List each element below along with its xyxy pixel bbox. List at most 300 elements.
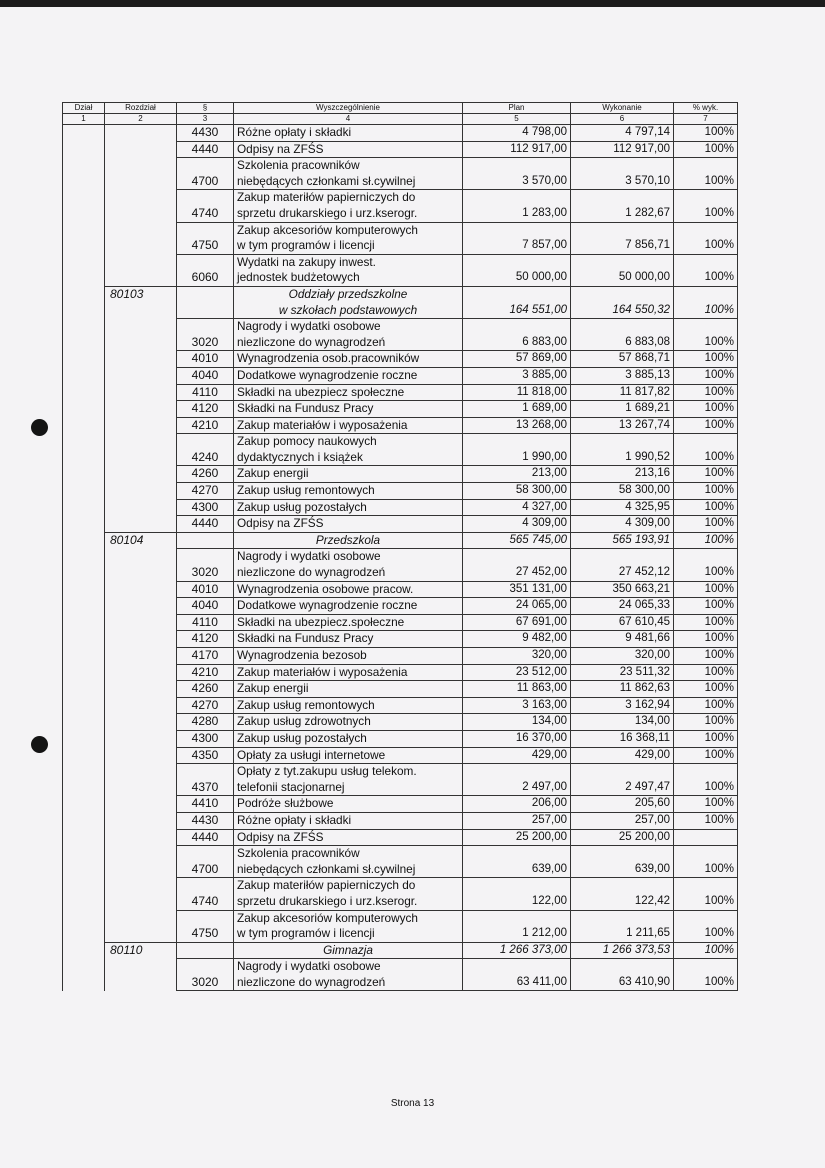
plan-cell: 57 869,00: [463, 351, 571, 368]
dzial-cell: [63, 466, 105, 483]
table-row: [63, 466, 738, 483]
paragraf-cell: 4210: [177, 417, 234, 434]
dzial-cell: [63, 384, 105, 401]
plan-cell: 4 798,00: [463, 125, 571, 142]
description-cell: Zakup materiłów papierniczych do sprzetu drukarskiego i urz.kserogr.: [234, 878, 463, 910]
paragraf-cell: 4260: [177, 466, 234, 483]
rozdzial-cell: [105, 714, 177, 731]
plan-cell: 429,00: [463, 747, 571, 764]
wykonanie-cell: 2 497,47: [571, 764, 674, 796]
dzial-cell: [63, 516, 105, 533]
paragraf-cell: 4370: [177, 764, 234, 796]
wykonanie-cell: 63 410,90: [571, 959, 674, 991]
percent-cell: 100%: [674, 367, 738, 384]
rozdzial-cell: 80103: [105, 286, 177, 318]
wykonanie-cell: 134,00: [571, 714, 674, 731]
plan-cell: 1 283,00: [463, 190, 571, 222]
paragraf-cell: 4300: [177, 730, 234, 747]
rozdzial-cell: [105, 417, 177, 434]
rozdzial-cell: [105, 141, 177, 158]
percent-cell: 100%: [674, 319, 738, 351]
dzial-cell: [63, 125, 105, 142]
table-row: [63, 631, 738, 648]
plan-cell: 25 200,00: [463, 829, 571, 846]
description-cell: Zakup akcesoriów komputerowych w tym programów i licencji: [234, 910, 463, 942]
plan-cell: 1 212,00: [463, 910, 571, 942]
col-num-1: 1: [63, 114, 105, 125]
rozdzial-cell: [105, 829, 177, 846]
percent-cell: 100%: [674, 598, 738, 615]
col-num-6: 6: [571, 114, 674, 125]
dzial-cell: [63, 648, 105, 665]
percent-cell: 100%: [674, 942, 738, 959]
rozdzial-cell: [105, 747, 177, 764]
paragraf-cell: 4010: [177, 581, 234, 598]
wykonanie-cell: 257,00: [571, 812, 674, 829]
description-cell: Opłaty za usługi internetowe: [234, 747, 463, 764]
percent-cell: 100%: [674, 190, 738, 222]
punch-hole-bottom: [31, 736, 48, 753]
dzial-cell: [63, 222, 105, 254]
table-body: [63, 125, 738, 991]
wykonanie-cell: 565 193,91: [571, 532, 674, 549]
paragraf-cell: 4110: [177, 614, 234, 631]
plan-cell: 4 327,00: [463, 499, 571, 516]
percent-cell: 100%: [674, 125, 738, 142]
rozdzial-cell: [105, 812, 177, 829]
plan-cell: 351 131,00: [463, 581, 571, 598]
description-cell: Zakup energii: [234, 466, 463, 483]
dzial-cell: [63, 254, 105, 286]
table-row: [63, 581, 738, 598]
table-row: [63, 222, 738, 254]
page-number: Strona 13: [390, 1098, 435, 1109]
description-cell: Wydatki na zakupy inwest. jednostek budżetowych: [234, 254, 463, 286]
paragraf-cell: 4750: [177, 222, 234, 254]
percent-cell: 100%: [674, 499, 738, 516]
dzial-cell: [63, 714, 105, 731]
description-cell: Oddziały przedszkolne w szkołach podstawowych: [234, 286, 463, 318]
rozdzial-cell: [105, 549, 177, 581]
table-row: [63, 730, 738, 747]
wykonanie-cell: 112 917,00: [571, 141, 674, 158]
rozdzial-cell: [105, 319, 177, 351]
wykonanie-cell: 6 883,08: [571, 319, 674, 351]
description-cell: Składki na Fundusz Pracy: [234, 401, 463, 418]
description-cell: Odpisy na ZFŚS: [234, 516, 463, 533]
rozdzial-cell: [105, 664, 177, 681]
table-row: [63, 434, 738, 466]
rozdzial-cell: [105, 367, 177, 384]
table-row: [63, 714, 738, 731]
col-num-7: 7: [674, 114, 738, 125]
percent-cell: 100%: [674, 286, 738, 318]
plan-cell: 122,00: [463, 878, 571, 910]
description-cell: Podróże służbowe: [234, 796, 463, 813]
percent-cell: 100%: [674, 222, 738, 254]
description-cell: Nagrody i wydatki osobowe niezliczone do wynagrodzeń: [234, 959, 463, 991]
paragraf-cell: 4040: [177, 598, 234, 615]
description-cell: Różne opłaty i składki: [234, 812, 463, 829]
plan-cell: 213,00: [463, 466, 571, 483]
percent-cell: [674, 829, 738, 846]
col-num-3: 3: [177, 114, 234, 125]
paragraf-cell: 4430: [177, 812, 234, 829]
description-cell: Szkolenia pracowników niebędących członkami sł.cywilnej: [234, 846, 463, 878]
wykonanie-cell: 24 065,33: [571, 598, 674, 615]
col-procent: % wyk.: [674, 103, 738, 114]
percent-cell: 100%: [674, 664, 738, 681]
wykonanie-cell: 1 689,21: [571, 401, 674, 418]
paragraf-cell: 4270: [177, 697, 234, 714]
plan-cell: 24 065,00: [463, 598, 571, 615]
table-row: [63, 384, 738, 401]
rozdzial-cell: [105, 222, 177, 254]
table-row: [63, 959, 738, 991]
description-cell: Zakup materiałów i wyposażenia: [234, 664, 463, 681]
paragraf-cell: 4440: [177, 516, 234, 533]
paragraf-cell: 4350: [177, 747, 234, 764]
percent-cell: 100%: [674, 434, 738, 466]
plan-cell: 639,00: [463, 846, 571, 878]
dzial-cell: [63, 959, 105, 991]
wykonanie-cell: 205,60: [571, 796, 674, 813]
rozdzial-cell: [105, 581, 177, 598]
table-row: [63, 697, 738, 714]
plan-cell: 67 691,00: [463, 614, 571, 631]
plan-cell: 58 300,00: [463, 483, 571, 500]
table-row: [63, 190, 738, 222]
table-row: [63, 254, 738, 286]
rozdzial-cell: [105, 648, 177, 665]
budget-table: [62, 102, 738, 991]
paragraf-cell: 4300: [177, 499, 234, 516]
dzial-cell: [63, 664, 105, 681]
plan-cell: 3 570,00: [463, 158, 571, 190]
paragraf-cell: 4740: [177, 878, 234, 910]
wykonanie-cell: 9 481,66: [571, 631, 674, 648]
wykonanie-cell: 7 856,71: [571, 222, 674, 254]
col-num-4: 4: [234, 114, 463, 125]
percent-cell: 100%: [674, 697, 738, 714]
rozdzial-cell: [105, 910, 177, 942]
plan-cell: 320,00: [463, 648, 571, 665]
rozdzial-cell: [105, 483, 177, 500]
description-cell: Odpisy na ZFŚS: [234, 141, 463, 158]
plan-cell: 3 885,00: [463, 367, 571, 384]
table-row: [63, 549, 738, 581]
dzial-cell: [63, 417, 105, 434]
col-num-2: 2: [105, 114, 177, 125]
description-cell: Zakup materiłów papierniczych do sprzetu drukarskiego i urz.kserogr.: [234, 190, 463, 222]
rozdzial-cell: [105, 401, 177, 418]
percent-cell: 100%: [674, 812, 738, 829]
rozdzial-cell: [105, 681, 177, 698]
rozdzial-cell: [105, 254, 177, 286]
description-cell: Dodatkowe wynagrodzenie roczne: [234, 598, 463, 615]
rozdzial-cell: [105, 878, 177, 910]
dzial-cell: [63, 730, 105, 747]
plan-cell: 11 863,00: [463, 681, 571, 698]
wykonanie-cell: 16 368,11: [571, 730, 674, 747]
dzial-cell: [63, 483, 105, 500]
percent-cell: 100%: [674, 910, 738, 942]
table-row: [63, 499, 738, 516]
table-row: [63, 614, 738, 631]
description-cell: Zakup usług remontowych: [234, 483, 463, 500]
paragraf-cell: 4120: [177, 631, 234, 648]
wykonanie-cell: 4 309,00: [571, 516, 674, 533]
wykonanie-cell: 213,16: [571, 466, 674, 483]
wykonanie-cell: 50 000,00: [571, 254, 674, 286]
description-cell: Nagrody i wydatki osobowe niezliczone do wynagrodzeń: [234, 549, 463, 581]
scan-top-edge: [0, 0, 825, 7]
percent-cell: 100%: [674, 466, 738, 483]
wykonanie-cell: 23 511,32: [571, 664, 674, 681]
dzial-cell: [63, 401, 105, 418]
section-row: [63, 286, 738, 318]
wykonanie-cell: 3 570,10: [571, 158, 674, 190]
col-dzial: Dział: [63, 103, 105, 114]
plan-cell: 3 163,00: [463, 697, 571, 714]
plan-cell: 206,00: [463, 796, 571, 813]
paragraf-cell: [177, 532, 234, 549]
wykonanie-cell: 3 162,94: [571, 697, 674, 714]
dzial-cell: [63, 878, 105, 910]
rozdzial-cell: [105, 384, 177, 401]
rozdzial-cell: [105, 959, 177, 991]
dzial-cell: [63, 812, 105, 829]
paragraf-cell: 4120: [177, 401, 234, 418]
plan-cell: 6 883,00: [463, 319, 571, 351]
table-row: [63, 812, 738, 829]
percent-cell: 100%: [674, 141, 738, 158]
dzial-cell: [63, 829, 105, 846]
paragraf-cell: 4270: [177, 483, 234, 500]
wykonanie-cell: 11 862,63: [571, 681, 674, 698]
dzial-cell: [63, 598, 105, 615]
rozdzial-cell: 80110: [105, 942, 177, 959]
percent-cell: 100%: [674, 351, 738, 368]
table-row: [63, 483, 738, 500]
rozdzial-cell: [105, 499, 177, 516]
rozdzial-cell: [105, 466, 177, 483]
wykonanie-cell: 429,00: [571, 747, 674, 764]
table-row: [63, 141, 738, 158]
rozdzial-cell: [105, 697, 177, 714]
plan-cell: 16 370,00: [463, 730, 571, 747]
table-row: [63, 158, 738, 190]
description-cell: Różne opłaty i składki: [234, 125, 463, 142]
description-cell: Opłaty z tyt.zakupu usług telekom. telefonii stacjonarnej: [234, 764, 463, 796]
paragraf-cell: [177, 286, 234, 318]
description-cell: Wynagrodzenia osobowe pracow.: [234, 581, 463, 598]
wykonanie-cell: 58 300,00: [571, 483, 674, 500]
dzial-cell: [63, 942, 105, 959]
paragraf-cell: 3020: [177, 959, 234, 991]
wykonanie-cell: 350 663,21: [571, 581, 674, 598]
wykonanie-cell: 11 817,82: [571, 384, 674, 401]
table-row: [63, 417, 738, 434]
paragraf-cell: 3020: [177, 319, 234, 351]
section-row: [63, 942, 738, 959]
percent-cell: 100%: [674, 158, 738, 190]
dzial-cell: [63, 614, 105, 631]
percent-cell: 100%: [674, 631, 738, 648]
wykonanie-cell: 3 885,13: [571, 367, 674, 384]
dzial-cell: [63, 367, 105, 384]
col-wykonanie: Wykonanie: [571, 103, 674, 114]
rozdzial-cell: [105, 614, 177, 631]
plan-cell: 1 990,00: [463, 434, 571, 466]
paragraf-cell: 4260: [177, 681, 234, 698]
plan-cell: 1 266 373,00: [463, 942, 571, 959]
paragraf-cell: 4240: [177, 434, 234, 466]
col-wyszczegolnienie: Wyszczególnienie: [234, 103, 463, 114]
wykonanie-cell: 639,00: [571, 846, 674, 878]
wykonanie-cell: 4 797,14: [571, 125, 674, 142]
table-row: [63, 648, 738, 665]
description-cell: Składki na ubezpiecz społeczne: [234, 384, 463, 401]
plan-cell: 11 818,00: [463, 384, 571, 401]
table-row: [63, 367, 738, 384]
paragraf-cell: 4740: [177, 190, 234, 222]
paragraf-cell: 4430: [177, 125, 234, 142]
table-row: [63, 747, 738, 764]
percent-cell: 100%: [674, 681, 738, 698]
percent-cell: 100%: [674, 384, 738, 401]
plan-cell: 4 309,00: [463, 516, 571, 533]
rozdzial-cell: [105, 846, 177, 878]
percent-cell: 100%: [674, 581, 738, 598]
dzial-cell: [63, 747, 105, 764]
header-row: [63, 103, 738, 114]
paragraf-cell: 6060: [177, 254, 234, 286]
percent-cell: 100%: [674, 764, 738, 796]
table-row: [63, 910, 738, 942]
dzial-cell: [63, 631, 105, 648]
percent-cell: 100%: [674, 846, 738, 878]
description-cell: Składki na ubezpiecz.społeczne: [234, 614, 463, 631]
dzial-cell: [63, 434, 105, 466]
dzial-cell: [63, 286, 105, 318]
table-row: [63, 664, 738, 681]
description-cell: Szkolenia pracowników niebędących członkami sł.cywilnej: [234, 158, 463, 190]
percent-cell: 100%: [674, 532, 738, 549]
rozdzial-cell: [105, 516, 177, 533]
plan-cell: 63 411,00: [463, 959, 571, 991]
dzial-cell: [63, 697, 105, 714]
rozdzial-cell: [105, 125, 177, 142]
wykonanie-cell: 1 211,65: [571, 910, 674, 942]
description-cell: Odpisy na ZFŚS: [234, 829, 463, 846]
wykonanie-cell: 1 990,52: [571, 434, 674, 466]
percent-cell: 100%: [674, 714, 738, 731]
description-cell: Wynagrodzenia bezosob: [234, 648, 463, 665]
paragraf-cell: 4440: [177, 829, 234, 846]
percent-cell: 100%: [674, 417, 738, 434]
percent-cell: 100%: [674, 648, 738, 665]
paragraf-cell: 4700: [177, 158, 234, 190]
table-row: [63, 125, 738, 142]
wykonanie-cell: 320,00: [571, 648, 674, 665]
wykonanie-cell: 67 610,45: [571, 614, 674, 631]
rozdzial-cell: [105, 598, 177, 615]
description-cell: Zakup usług pozostałych: [234, 730, 463, 747]
rozdzial-cell: [105, 434, 177, 466]
paragraf-cell: 4040: [177, 367, 234, 384]
paragraf-cell: 3020: [177, 549, 234, 581]
paragraf-cell: [177, 942, 234, 959]
wykonanie-cell: 122,42: [571, 878, 674, 910]
dzial-cell: [63, 190, 105, 222]
description-cell: Składki na Fundusz Pracy: [234, 631, 463, 648]
table-row: [63, 319, 738, 351]
dzial-cell: [63, 549, 105, 581]
dzial-cell: [63, 764, 105, 796]
plan-cell: 1 689,00: [463, 401, 571, 418]
percent-cell: 100%: [674, 959, 738, 991]
rozdzial-cell: [105, 190, 177, 222]
dzial-cell: [63, 319, 105, 351]
paragraf-cell: 4750: [177, 910, 234, 942]
rozdzial-cell: [105, 351, 177, 368]
plan-cell: 13 268,00: [463, 417, 571, 434]
rozdzial-cell: [105, 796, 177, 813]
rozdzial-cell: [105, 158, 177, 190]
dzial-cell: [63, 796, 105, 813]
percent-cell: 100%: [674, 254, 738, 286]
wykonanie-cell: 27 452,12: [571, 549, 674, 581]
table-row: [63, 829, 738, 846]
table-row: [63, 846, 738, 878]
percent-cell: 100%: [674, 516, 738, 533]
dzial-cell: [63, 532, 105, 549]
plan-cell: 257,00: [463, 812, 571, 829]
column-number-row: [63, 114, 738, 125]
wykonanie-cell: 13 267,74: [571, 417, 674, 434]
punch-hole-top: [31, 419, 48, 436]
dzial-cell: [63, 681, 105, 698]
plan-cell: 565 745,00: [463, 532, 571, 549]
paragraf-cell: 4170: [177, 648, 234, 665]
rozdzial-cell: 80104: [105, 532, 177, 549]
percent-cell: 100%: [674, 796, 738, 813]
wykonanie-cell: 164 550,32: [571, 286, 674, 318]
wykonanie-cell: 25 200,00: [571, 829, 674, 846]
plan-cell: 112 917,00: [463, 141, 571, 158]
plan-cell: 27 452,00: [463, 549, 571, 581]
table-row: [63, 401, 738, 418]
description-cell: Zakup usług pozostałych: [234, 499, 463, 516]
plan-cell: 2 497,00: [463, 764, 571, 796]
paragraf-cell: 4110: [177, 384, 234, 401]
col-plan: Plan: [463, 103, 571, 114]
percent-cell: 100%: [674, 730, 738, 747]
dzial-cell: [63, 846, 105, 878]
table-row: [63, 598, 738, 615]
col-num-5: 5: [463, 114, 571, 125]
col-rozdzial: Rozdział: [105, 103, 177, 114]
description-cell: Dodatkowe wynagrodzenie roczne: [234, 367, 463, 384]
description-cell: Wynagrodzenia osob.pracowników: [234, 351, 463, 368]
paragraf-cell: 4210: [177, 664, 234, 681]
dzial-cell: [63, 141, 105, 158]
percent-cell: 100%: [674, 549, 738, 581]
wykonanie-cell: 4 325,95: [571, 499, 674, 516]
table-row: [63, 796, 738, 813]
dzial-cell: [63, 499, 105, 516]
